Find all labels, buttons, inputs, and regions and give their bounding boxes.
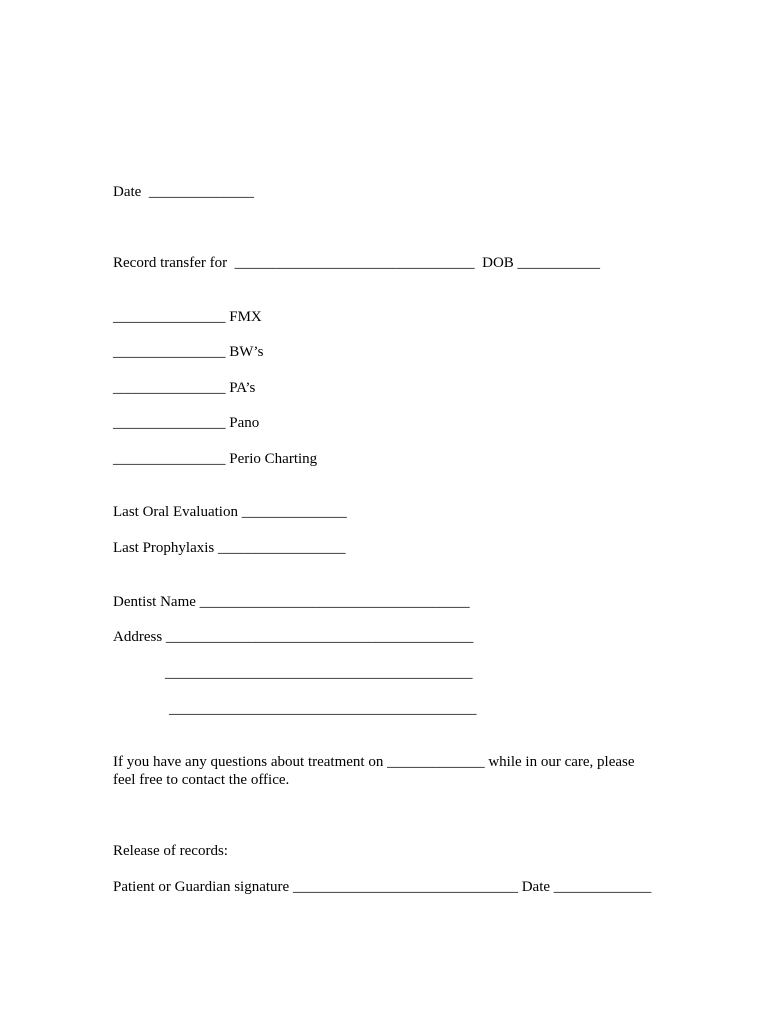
signature-field: Patient or Guardian signature ______________________________ Date _____________ [113,879,652,895]
questions-paragraph-line-2: feel free to contact the office. [113,772,290,788]
last-prophylaxis-field: Last Prophylaxis _________________ [113,540,346,556]
address-field-line-3: _________________________________________ [169,701,477,717]
questions-paragraph-line-1: If you have any questions about treatment on _____________ while in our care, please [113,754,635,770]
checklist-item-fmx: _______________ FMX [113,309,262,325]
checklist-item-perio-charting: _______________ Perio Charting [113,451,318,467]
checklist-item-pano: _______________ Pano [113,415,260,431]
checklist-item-bws: _______________ BW’s [113,344,264,360]
date-field: Date ______________ [113,184,254,200]
address-field-line-2: _________________________________________ [165,665,473,681]
address-field-line-1: Address _________________________________________ [113,629,474,645]
dentist-name-field: Dentist Name ____________________________________ [113,594,470,610]
checklist-item-pas: _______________ PA’s [113,380,256,396]
release-of-records-heading: Release of records: [113,843,228,859]
record-transfer-field: Record transfer for ________________________________ DOB ___________ [113,255,601,271]
last-oral-evaluation-field: Last Oral Evaluation ______________ [113,504,347,520]
